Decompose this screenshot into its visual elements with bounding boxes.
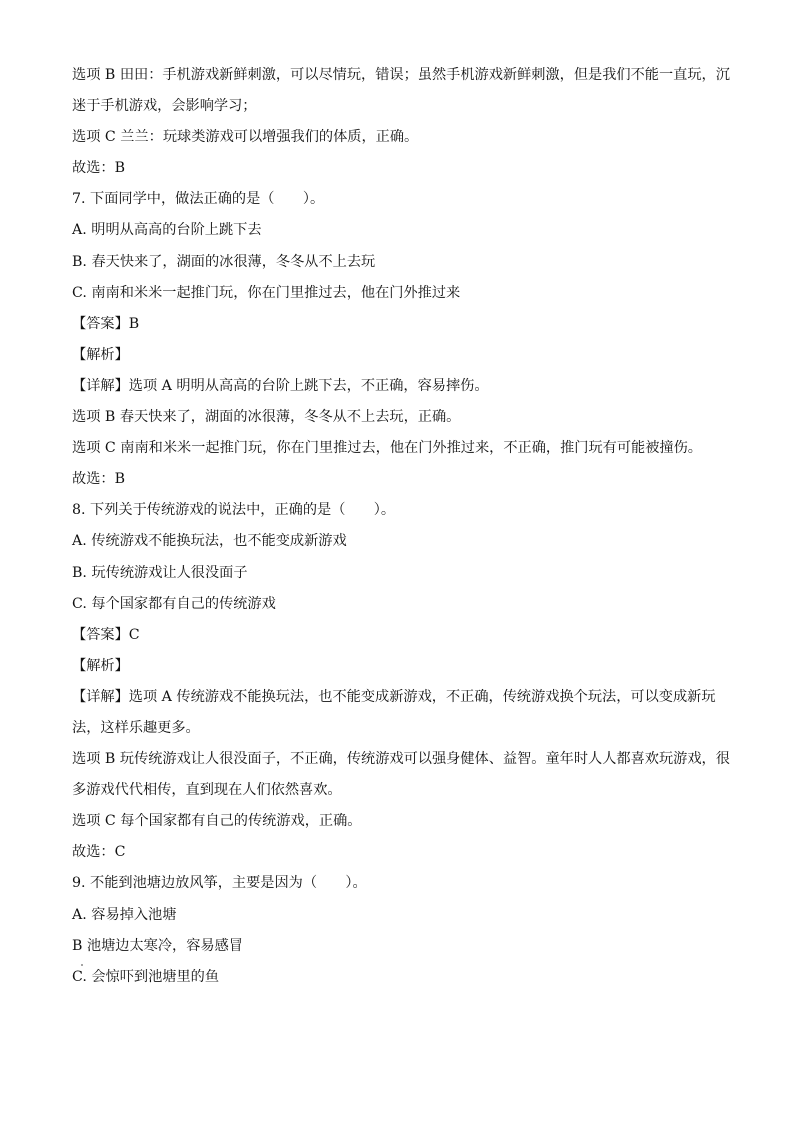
analysis-label: 【解析】: [72, 346, 129, 363]
detail-text: 【详解】选项 A 明明从高高的台阶上跳下去，不正确，容易摔伤。: [72, 377, 489, 394]
text-line: 多游戏代代相传，直到现在人们依然喜欢。: [72, 782, 342, 799]
text-line: 选项 B 田田：手机游戏新鲜刺激，可以尽情玩，错误；虽然手机游戏新鲜刺激，但是我们不能一直玩，沉: [72, 67, 730, 83]
question-7-option-b: B. 春天快来了，湖面的冰很薄，冬冬从不上去玩: [72, 253, 376, 270]
question-8-option-c: C. 每个国家都有自己的传统游戏: [72, 595, 276, 612]
document-page: [72, 60, 730, 993]
answer-label: 【答案】B: [72, 315, 140, 332]
answer-label: 【答案】C: [72, 626, 140, 643]
text-line: 选项 C 兰兰：玩球类游戏可以增强我们的体质，正确。: [72, 129, 419, 146]
question-8-stem: 8. 下列关于传统游戏的说法中，正确的是（ ）。: [72, 502, 396, 519]
question-8-option-a: A. 传统游戏不能换玩法，也不能变成新游戏: [72, 533, 347, 550]
question-8-option-b: B. 玩传统游戏让人很没面子: [72, 564, 248, 581]
text-line: 选项 B 玩传统游戏让人很没面子，不正确，传统游戏可以强身健体、益智。童年时人人都喜欢玩游戏，很: [72, 751, 730, 768]
question-7-option-a: A. 明明从高高的台阶上跳下去: [72, 222, 262, 239]
text-line: 选项 C 每个国家都有自己的传统游戏，正确。: [72, 813, 362, 830]
text-line: 故选：B: [72, 471, 125, 488]
question-9-option-c: C. 会惊吓到池塘里的鱼: [72, 968, 220, 985]
detail-text: 【详解】选项 A 传统游戏不能换玩法，也不能变成新游戏，不正确，传统游戏换个玩法，可以变成新玩: [72, 688, 716, 705]
question-7-stem: 7. 下面同学中，做法正确的是（ ）。: [72, 191, 325, 208]
text-line: 故选：C: [72, 844, 126, 861]
question-9-stem: 9. 不能到池塘边放风筝，主要是因为（ ）。: [72, 875, 367, 892]
question-9-option-b: B 池塘边太寒冷，容易感冒: [72, 937, 243, 954]
text-line: 法，这样乐趣更多。: [72, 719, 200, 736]
text-line: 故选：B: [72, 160, 125, 177]
analysis-label: 【解析】: [72, 657, 129, 674]
question-9-option-a: A. 容易掉入池塘: [72, 906, 177, 923]
text-line: 迷于手机游戏，会影响学习；: [72, 98, 257, 115]
question-7-option-c: C. 南南和米米一起推门玩，你在门里推过去，他在门外推过来: [72, 284, 461, 301]
stray-dot: [81, 964, 83, 966]
text-line: 选项 C 南南和米米一起推门玩，你在门里推过去，他在门外推过来，不正确，推门玩有可能被撞伤。: [72, 440, 702, 457]
text-line: 选项 B 春天快来了，湖面的冰很薄，冬冬从不上去玩，正确。: [72, 409, 461, 426]
